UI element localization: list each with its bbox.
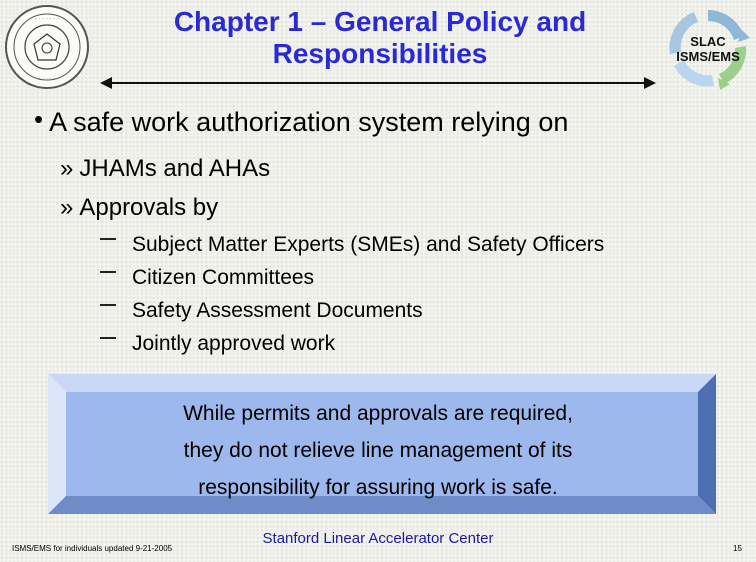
title-line-1: Chapter 1 – General Policy and: [173, 6, 587, 37]
dash-item: [100, 299, 423, 323]
dash-icon: [100, 271, 116, 273]
chevron-right-icon: »: [60, 155, 74, 182]
chevron-right-icon: »: [60, 194, 74, 221]
sub-bullet: [60, 155, 270, 183]
page-number: 15: [733, 544, 742, 553]
dash-item-text: Citizen Committees: [132, 266, 315, 289]
dash-item: [100, 233, 604, 257]
bullet-dot-icon: •: [34, 104, 44, 134]
footer-version: ISMS/EMS for individuals updated 9-21-2005: [12, 544, 173, 553]
footer-organization: Stanford Linear Accelerator Center: [262, 530, 494, 547]
sub-bullet: [60, 194, 218, 222]
svg-text:· · · · · · ·: · · · · · · ·: [35, 16, 59, 22]
title-line-2: Responsibilities: [272, 38, 488, 69]
callout-line: While permits and approvals are required,: [183, 402, 573, 425]
slide-title: [100, 6, 660, 70]
dash-icon: [100, 304, 116, 306]
dash-icon: [100, 337, 116, 339]
main-bullet-text: A safe work authorization system relying on: [49, 107, 569, 137]
svg-text:· · · · ·: · · · · ·: [38, 76, 56, 82]
dash-item-text: Safety Assessment Documents: [132, 299, 423, 322]
seal-logo: [4, 4, 90, 90]
logo-slac-text: SLAC: [690, 34, 726, 49]
main-bullet: [34, 104, 569, 138]
callout-text: [48, 395, 708, 506]
sub-bullet-text: JHAMs and AHAs: [79, 155, 271, 182]
logo-isms-text: ISMS/EMS: [676, 49, 740, 64]
dash-item-text: Subject Matter Experts (SMEs) and Safety Officers: [132, 233, 605, 256]
dash-icon: [100, 238, 116, 240]
dash-item: [100, 332, 335, 356]
title-divider-arrow: [100, 76, 656, 90]
dash-item: [100, 266, 314, 290]
isms-ems-logo: [664, 4, 752, 92]
dash-item-text: Jointly approved work: [132, 332, 336, 355]
callout-line: responsibility for assuring work is safe.: [198, 476, 558, 499]
sub-bullet-text: Approvals by: [79, 194, 219, 221]
callout-line: they do not relieve line management of its: [183, 439, 573, 462]
